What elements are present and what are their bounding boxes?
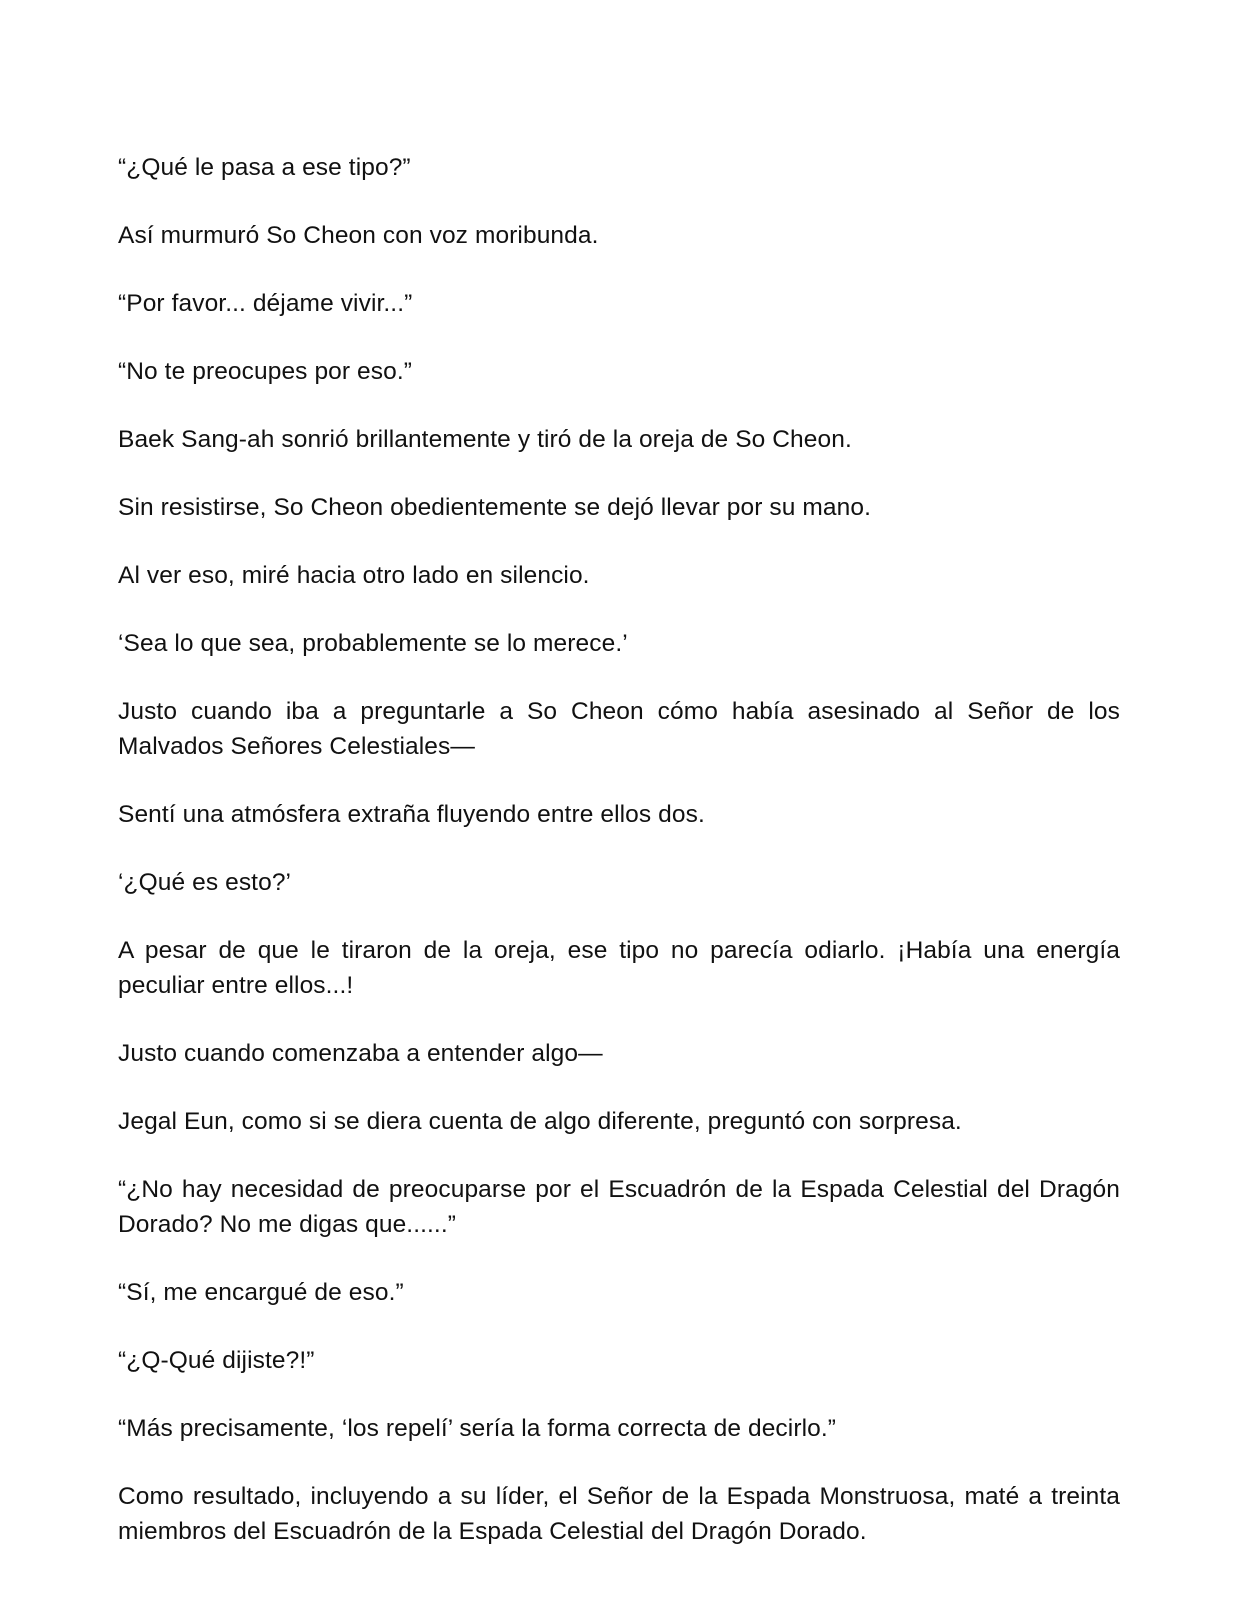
paragraph-18: “Más precisamente, ‘los repelí’ sería la forma correcta de decirlo.”: [118, 1415, 837, 1442]
paragraph-16: “Sí, me encargué de eso.”: [118, 1279, 404, 1306]
paragraph-14: Jegal Eun, como si se diera cuenta de algo diferente, preguntó con sorpresa.: [118, 1108, 962, 1135]
paragraph-17: “¿Q-Qué dijiste?!”: [118, 1347, 315, 1374]
paragraph-11: ‘¿Qué es esto?’: [118, 869, 292, 896]
text-column: [118, 150, 1120, 1582]
paragraph-13: Justo cuando comenzaba a entender algo—: [118, 1040, 603, 1067]
paragraph-19: Como resultado, incluyendo a su líder, el Señor de la Espada Monstruosa, maté a treinta miembros del Escuadrón de la Espada Celestial del Dragón Dorado.: [118, 1483, 1120, 1545]
paragraph-15: “¿No hay necesidad de preocuparse por el Escuadrón de la Espada Celestial del Dragón Dorado? No me digas que......”: [118, 1176, 1120, 1238]
paragraph-12: A pesar de que le tiraron de la oreja, ese tipo no parecía odiarlo. ¡Había una energía peculiar entre ellos...!: [118, 937, 1120, 999]
paragraph-1: “¿Qué le pasa a ese tipo?”: [118, 154, 411, 181]
paragraph-9: Justo cuando iba a preguntarle a So Cheon cómo había asesinado al Señor de los Malvados Señores Celestiales—: [118, 698, 1120, 760]
paragraph-7: Al ver eso, miré hacia otro lado en silencio.: [118, 562, 590, 589]
paragraph-10: Sentí una atmósfera extraña fluyendo entre ellos dos.: [118, 801, 705, 828]
paragraph-5: Baek Sang-ah sonrió brillantemente y tiró de la oreja de So Cheon.: [118, 426, 852, 453]
paragraph-6: Sin resistirse, So Cheon obedientemente se dejó llevar por su mano.: [118, 494, 872, 521]
paragraph-2: Así murmuró So Cheon con voz moribunda.: [118, 222, 599, 249]
paragraph-3: “Por favor... déjame vivir...”: [118, 290, 413, 317]
paragraph-4: “No te preocupes por eso.”: [118, 358, 413, 385]
paragraph-8: ‘Sea lo que sea, probablemente se lo merece.’: [118, 630, 628, 657]
